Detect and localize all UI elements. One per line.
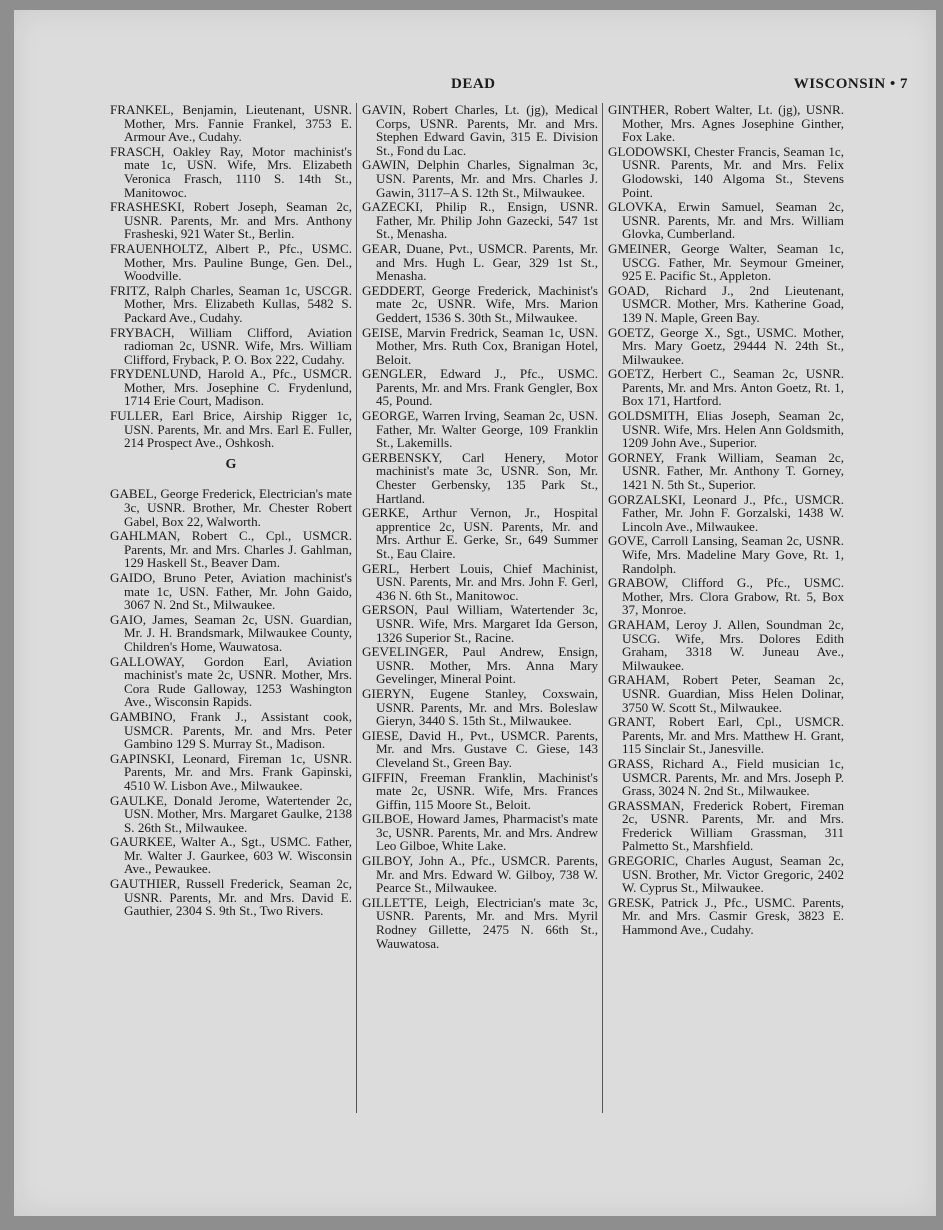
casualty-entry: GEISE, Marvin Fredrick, Seaman 1c, USN. Mother, Mrs. Ruth Cox, Branigan Hotel, Beloit. [362, 324, 598, 367]
page-header [14, 76, 936, 96]
casualty-entry: GAWIN, Delphin Charles, Signalman 3c, USN. Parents, Mr. and Mrs. Charles J. Gawin, 3117–A S. 12th St., Milwaukee. [362, 157, 598, 200]
casualty-entry: GERL, Herbert Louis, Chief Machinist, USN. Parents, Mr. and Mrs. John F. Gerl, 436 N. 6th St., Manitowoc. [362, 560, 598, 603]
casualty-entry: GIFFIN, Freeman Franklin, Machinist's mate 2c, USNR. Wife, Mrs. Frances Giffin, 115 Moore St., Beloit. [362, 769, 598, 812]
casualty-entry: GRASSMAN, Frederick Robert, Fireman 2c, USNR. Parents, Mr. and Mrs. Frederick William Grassman, 311 Palmetto St., Marshfield. [608, 797, 844, 854]
casualty-entry: GENGLER, Edward J., Pfc., USMC. Parents, Mr. and Mrs. Frank Gengler, Box 45, Pound. [362, 366, 598, 409]
casualty-entry: GORNEY, Frank William, Seaman 2c, USNR. Father, Mr. Anthony T. Gorney, 1421 N. 5th St., Superior. [608, 449, 844, 493]
casualty-entry: GRASS, Richard A., Field musician 1c, USMCR. Parents, Mr. and Mrs. Joseph P. Grass, 3024 N. 2nd St., Milwaukee. [608, 755, 844, 799]
casualty-entry: GEDDERT, George Frederick, Machinist's mate 2c, USNR. Wife, Mrs. Marion Geddert, 1536 S. 30th St., Milwaukee. [362, 282, 598, 325]
text-columns [110, 103, 848, 1113]
casualty-entry: GOETZ, George X., Sgt., USMC. Mother, Mrs. Mary Goetz, 29444 N. 24th St., Milwaukee. [608, 324, 844, 367]
casualty-entry: GAIDO, Bruno Peter, Aviation machinist's mate 1c, USN. Father, Mr. John Gaido, 3067 N. 2nd St., Milwaukee. [110, 570, 352, 613]
casualty-entry: GIERYN, Eugene Stanley, Coxswain, USNR. Parents, Mr. and Mrs. Boleslaw Gieryn, 3440 S. 15th St., Milwaukee. [362, 685, 598, 729]
casualty-entry: GAVIN, Robert Charles, Lt. (jg), Medical Corps, USNR. Parents, Mr. and Mrs. Stephen Edward Gavin, 315 E. Division St., Fond du Lac. [362, 102, 598, 158]
casualty-entry: GABEL, George Frederick, Electrician's mate 3c, USNR. Brother, Mr. Chester Robert Gabel, Box 22, Walworth. [110, 486, 352, 529]
casualty-entry: GMEINER, George Walter, Seaman 1c, USCG. Father, Mr. Seymour Gmeiner, 925 E. Pacific St., Appleton. [608, 240, 844, 284]
casualty-entry: GRESK, Patrick J., Pfc., USMC. Parents, Mr. and Mrs. Casmir Gresk, 3823 E. Hammond Ave., Cudahy. [608, 894, 844, 938]
casualty-entry: FRITZ, Ralph Charles, Seaman 1c, USCGR. Mother, Mrs. Elizabeth Kullas, 5482 S. Packard Ave., Cudahy. [110, 282, 352, 325]
casualty-entry: GILLETTE, Leigh, Electrician's mate 3c, USNR. Parents, Mr. and Mrs. Myril Rodney Gillette, 2475 N. 66th St., Wauwatosa. [362, 894, 598, 951]
casualty-entry: GEAR, Duane, Pvt., USMCR. Parents, Mr. and Mrs. Hugh L. Gear, 329 1st St., Menasha. [362, 240, 598, 284]
casualty-entry: GRANT, Robert Earl, Cpl., USMCR. Parents, Mr. and Mrs. Matthew H. Grant, 115 Sinclair St., Janesville. [608, 714, 844, 757]
casualty-entry: FRYDENLUND, Harold A., Pfc., USMCR. Mother, Mrs. Josephine C. Frydenlund, 1714 Erie Court, Madison. [110, 366, 352, 409]
casualty-entry: FRASHESKI, Robert Joseph, Seaman 2c, USNR. Parents, Mr. and Mrs. Anthony Frasheski, 921 Water St., Berlin. [110, 199, 352, 242]
casualty-entry: GLODOWSKI, Chester Francis, Seaman 1c, USNR. Parents, Mr. and Mrs. Felix Glodowski, 140 Algoma St., Stevens Point. [608, 143, 844, 200]
casualty-entry: GILBOE, Howard James, Pharmacist's mate 3c, USNR. Parents, Mr. and Mrs. Andrew Leo Gilboe, White Lake. [362, 811, 598, 854]
casualty-entry: GLOVKA, Erwin Samuel, Seaman 2c, USNR. Parents, Mr. and Mrs. William Glovka, Cumberland. [608, 199, 844, 242]
casualty-entry: GRABOW, Clifford G., Pfc., USMC. Mother, Mrs. Clora Grabow, Rt. 5, Box 37, Monroe. [608, 575, 844, 618]
casualty-entry: GAURKEE, Walter A., Sgt., USMC. Father, Mr. Walter J. Gaurkee, 603 W. Wisconsin Ave., Pewaukee. [110, 834, 352, 877]
column-2 [356, 103, 602, 1113]
casualty-entry: GERSON, Paul William, Watertender 3c, USNR. Wife, Mrs. Margaret Ida Gerson, 1326 Superior St., Racine. [362, 602, 598, 645]
casualty-entry: FRASCH, Oakley Ray, Motor machinist's mate 1c, USN. Wife, Mrs. Elizabeth Veronica Frasch, 1110 S. 14th St., Manitowoc. [110, 143, 352, 200]
casualty-entry: GOAD, Richard J., 2nd Lieutenant, USMCR. Mother, Mrs. Katherine Goad, 139 N. Maple, Green Bay. [608, 282, 844, 325]
casualty-entry: GREGORIC, Charles August, Seaman 2c, USN. Brother, Mr. Victor Gregoric, 2402 W. Cyprus St., Milwaukee. [608, 853, 844, 896]
casualty-entry: GALLOWAY, Gordon Earl, Aviation machinist's mate 2c, USNR. Mother, Mrs. Cora Rude Galloway, 1253 Washington Ave., Wisconsin Rapids. [110, 653, 352, 710]
casualty-entry: GOLDSMITH, Elias Joseph, Seaman 2c, USNR. Wife, Mrs. Helen Ann Goldsmith, 1209 John Ave., Superior. [608, 408, 844, 451]
casualty-entry: GOETZ, Herbert C., Seaman 2c, USNR. Parents, Mr. and Mrs. Anton Goetz, Rt. 1, Box 171, Hartford. [608, 366, 844, 409]
casualty-entry: GORZALSKI, Leonard J., Pfc., USMCR. Father, Mr. John F. Gorzalski, 1438 W. Lincoln Ave., Milwaukee. [608, 491, 844, 534]
casualty-entry: GAIO, James, Seaman 2c, USN. Guardian, Mr. J. H. Brandsmark, Milwaukee County, Children's Home, Wauwatosa. [110, 611, 352, 654]
casualty-entry: GRAHAM, Leroy J. Allen, Soundman 2c, USCG. Wife, Mrs. Dolores Edith Graham, 3318 W. Juneau Ave., Milwaukee. [608, 616, 844, 673]
casualty-entry: GIESE, David H., Pvt., USMCR. Parents, Mr. and Mrs. Gustave C. Giese, 143 Cleveland St., Green Bay. [362, 727, 598, 770]
casualty-entry: GERBENSKY, Carl Henery, Motor machinist's mate 3c, USNR. Son, Mr. Chester Gerbensky, 135 Park St., Hartland. [362, 449, 598, 506]
casualty-entry: GINTHER, Robert Walter, Lt. (jg), USNR. Mother, Mrs. Agnes Josephine Ginther, Fox Lake. [608, 102, 844, 145]
casualty-entry: GAMBINO, Frank J., Assistant cook, USMCR. Parents, Mr. and Mrs. Peter Gambino 129 S. Murray St., Madison. [110, 708, 352, 752]
section-title: DEAD [451, 76, 496, 92]
casualty-entry: GAHLMAN, Robert C., Cpl., USMCR. Parents, Mr. and Mrs. Charles J. Gahlman, 129 Haskell St., Beaver Dam. [110, 528, 352, 571]
state-page-label: WISCONSIN • 7 [793, 76, 908, 92]
casualty-entry: FULLER, Earl Brice, Airship Rigger 1c, USN. Parents, Mr. and Mrs. Earl E. Fuller, 214 Prospect Ave., Oshkosh. [110, 408, 352, 451]
casualty-entry: GAULKE, Donald Jerome, Watertender 2c, USN. Mother, Mrs. Margaret Gaulke, 2138 S. 26th St., Milwaukee. [110, 792, 352, 835]
casualty-entry: GRAHAM, Robert Peter, Seaman 2c, USNR. Guardian, Miss Helen Dolinar, 3750 W. Scott St., Milwaukee. [608, 672, 844, 715]
casualty-entry: GOVE, Carroll Lansing, Seaman 2c, USNR. Wife, Mrs. Madeline Mary Gove, Rt. 1, Randolph. [608, 533, 844, 576]
document-page [14, 10, 936, 1216]
casualty-entry: GILBOY, John A., Pfc., USMCR. Parents, Mr. and Mrs. Edward W. Gilboy, 738 W. Pearce St., Milwaukee. [362, 853, 598, 896]
casualty-entry: FRAUENHOLTZ, Albert P., Pfc., USMC. Mother, Mrs. Pauline Bunge, Gen. Del., Woodville. [110, 240, 352, 284]
casualty-entry: GERKE, Arthur Vernon, Jr., Hospital apprentice 2c, USN. Parents, Mr. and Mrs. Arthur E. Gerke, Sr., 649 Summer St., Eau Claire. [362, 505, 598, 561]
casualty-entry: GAZECKI, Philip R., Ensign, USNR. Father, Mr. Philip John Gazecki, 547 1st St., Menasha. [362, 199, 598, 242]
casualty-entry: GAPINSKI, Leonard, Fireman 1c, USNR. Parents, Mr. and Mrs. Frank Gapinski, 4510 W. Lisbon Ave., Milwaukee. [110, 750, 352, 793]
section-letter: G [225, 456, 237, 472]
casualty-entry: FRYBACH, William Clifford, Aviation radioman 2c, USNR. Wife, Mrs. William Clifford, Fryback, P. O. Box 222, Cudahy. [110, 324, 352, 367]
column-3 [602, 103, 848, 1113]
casualty-entry: GEVELINGER, Paul Andrew, Ensign, USNR. Mother, Mrs. Anna Mary Gevelinger, Mineral Point. [362, 644, 598, 687]
casualty-entry: FRANKEL, Benjamin, Lieutenant, USNR. Mother, Mrs. Fannie Frankel, 3753 E. Armour Ave., Cudahy. [110, 102, 352, 145]
casualty-entry: GEORGE, Warren Irving, Seaman 2c, USN. Father, Mr. Walter George, 109 Franklin St., Lakemills. [362, 408, 598, 451]
column-1 [110, 103, 356, 1113]
casualty-entry: GAUTHIER, Russell Frederick, Seaman 2c, USNR. Parents, Mr. and Mrs. David E. Gauthier, 2304 S. 9th St., Two Rivers. [110, 876, 352, 919]
